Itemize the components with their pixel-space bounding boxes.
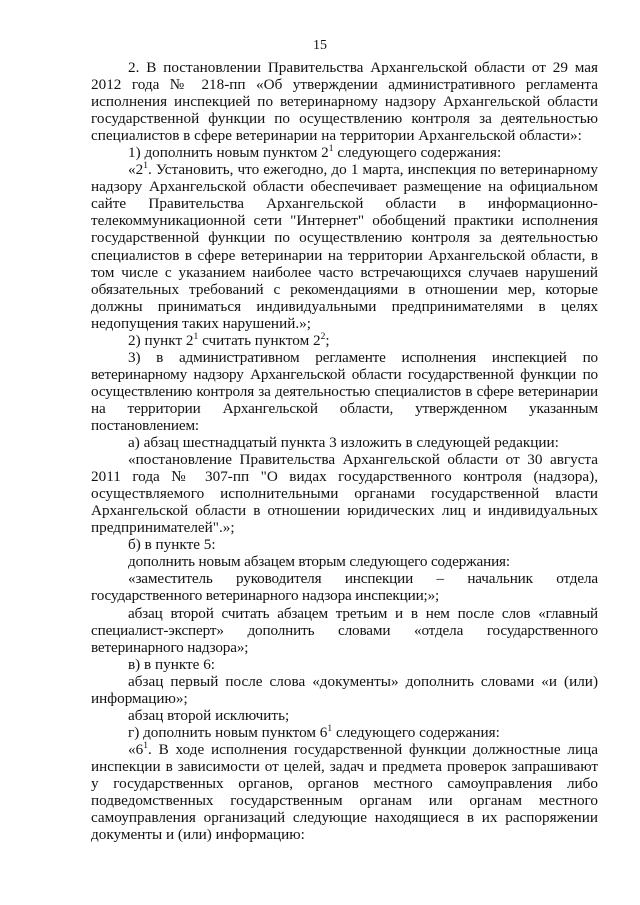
paragraph [91,673,598,707]
paragraph-text: абзац второй считать абзацем третьим и в нем после слов «главный специалист-эксперт» дополнить словами «отдела государственного ветеринарного надзора»; [91,604,598,656]
paragraph-text: дополнить новым абзацем вторым следующего содержания: [128,553,510,571]
paragraph [91,553,598,570]
paragraph-text: следующего содержания: [333,144,502,162]
document-body [91,59,598,843]
paragraph-text: «2 [128,161,144,179]
paragraph-text: в) в пункте 6: [128,655,216,673]
paragraph-text: «постановление Правительства Архангельской области от 30 августа 2011 года № 307-пп "О видах государственного контроля (надзора), осуществляемого исполнительными органами государственной власти Архангельской области в отношении юридических лиц и индивидуальных предпринимателей".»; [91,451,598,537]
paragraph-text: 2. В постановлении Правительства Архангельской области от 29 мая 2012 года № 218-пп «Об утверждении административного регламента исполнения инспекцией по ветеринарному надзору Архангельской области государственной функции по осуществлению контроля за деятельностью специалистов в сфере ветеринарии на территории Архангельской области»: [91,59,598,145]
paragraph [91,434,598,451]
paragraph [91,707,598,724]
paragraph-text: г) дополнить новым пунктом 6 [128,723,328,741]
paragraph-text: . В ходе исполнения государственной функции должностные лица инспекции в зависимости от целей, задач и предмета проверок запрашивают у государственных органов, органов местного самоуправления либо подведомственных государственным органам или органам местного самоуправления организаций следующие находящиеся в их распоряжении документы и (или) информацию: [91,740,598,844]
paragraph [91,724,598,741]
superscript: 1 [143,161,148,172]
paragraph-text: следующего содержания: [332,723,500,741]
paragraph-text: абзац первый после слова «документы» дополнить словами «и (или) информацию»; [91,672,598,707]
paragraph [91,536,598,553]
paragraph [91,349,598,434]
paragraph [91,161,598,331]
paragraph-text: «6 [128,740,144,758]
paragraph [91,59,598,144]
paragraph [91,570,598,604]
page-number: 15 [313,38,327,53]
paragraph [91,656,598,673]
paragraph-text: «заместитель руководителя инспекции – начальник отдела государственного ветеринарного надзора инспекции;»; [91,570,598,605]
superscript: 1 [143,740,148,751]
paragraph-text: 2) пункт 2 [128,331,194,349]
paragraph [91,605,598,656]
paragraph [91,451,598,536]
paragraph-text: считать пунктом 2 [198,331,321,349]
superscript: 1 [328,144,334,155]
superscript: 2 [320,331,326,342]
superscript: 1 [193,331,199,342]
paragraph-text: ; [325,331,330,349]
paragraph-text: 1) дополнить новым пунктом 2 [128,144,329,162]
superscript: 1 [327,723,333,734]
paragraph [91,741,598,843]
paragraph-text: . Установить, что ежегодно, до 1 марта, инспекция по ветеринарному надзору Архангельской области обеспечивает размещение на официальном сайте Правительства Архангельской области в информационно-телекоммуникационной сети "Интернет" обобщений практики исполнения государственной функции по осуществлению контроля за деятельностью специалистов в сфере ветеринарии на территории Архангельской области, в том числе с указанием наиболее часто встречающихся случаев нарушений обязательных требований с рекомендациями в отношении мер, которые должны приниматься индивидуальными предпринимателями в целях недопущения таких нарушений.»; [91,161,598,332]
paragraph-text: абзац второй исключить; [128,706,290,724]
paragraph [91,332,598,349]
paragraph-text: б) в пункте 5: [128,536,216,554]
paragraph [91,144,598,161]
paragraph-text: 3) в административном регламенте исполнения инспекцией по ветеринарному надзору Архангельской области государственной функции по осуществлению контроля за деятельностью специалистов в сфере ветеринарии на территории Архангельской области, утвержденном указанным постановлением: [91,348,598,434]
paragraph-text: а) абзац шестнадцатый пункта 3 изложить в следующей редакции: [128,434,559,452]
